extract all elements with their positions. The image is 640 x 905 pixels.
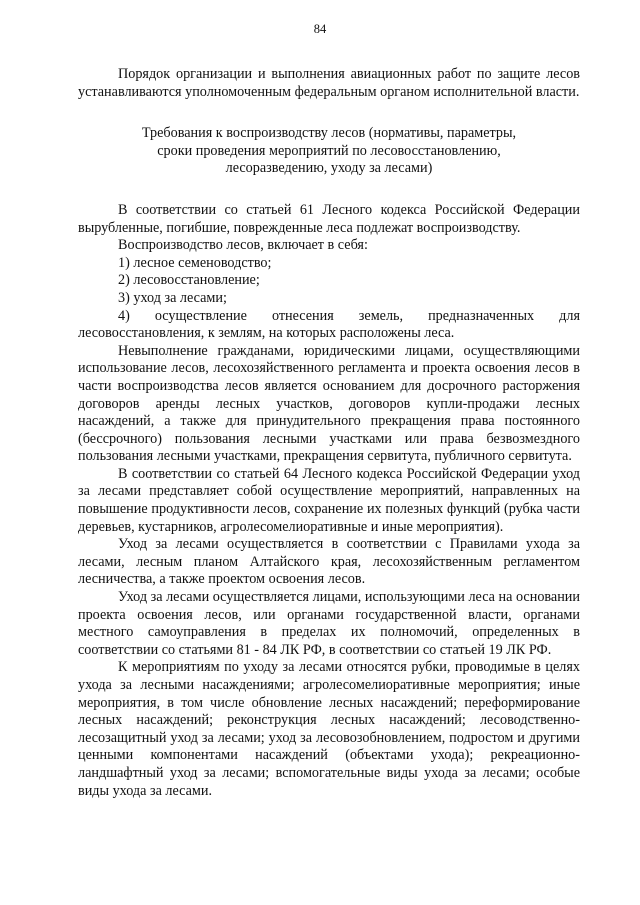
heading-line-3: лесоразведению, уходу за лесами) (225, 160, 433, 177)
heading-line-1: Требования к воспроизводству лесов (нормативы, параметры, (141, 125, 517, 142)
intro-paragraph: Порядок организации и выполнения авиационных работ по защите лесов устанавливаются уполномоченным федеральным органом исполнительной власти. (78, 66, 580, 100)
paragraph-care-measures: К мероприятиям по уходу за лесами относятся рубки, проводимые в целях ухода за лесными насаждениями; агролесомелиоративные мероприятия; иные мероприятия, в том числе обновление лесных насаждений; переформирование лесных насаждений; реконструкция лесных насаждений; лесоводственно-лесозащитный уход за лесами; уход за лесовозобновлением, подростом и другими ценными компонентами насаждений (объектами ухода); рекреационно-ландшафтный уход за лесами; вспомогательные виды ухода за лесами; особые виды ухода за лесами. (78, 659, 580, 799)
paragraph-reproduction-includes: Воспроизводство лесов, включает в себя: (118, 237, 368, 254)
section-heading (78, 125, 580, 178)
paragraph-care-performers: Уход за лесами осуществляется лицами, использующими леса на основании проекта освоения лесов, или органами государственной власти, органами местного самоуправления в пределах их полномочий, определенных в соответствии со статьями 81 - 84 ЛК РФ, в соответствии со статьей 19 ЛК РФ. (78, 589, 580, 658)
heading-line-2: сроки проведения мероприятий по лесовосстановлению, (157, 142, 501, 159)
paragraph-article-64: В соответствии со статьей 64 Лесного кодекса Российской Федерации уход за лесами представляет собой осуществление мероприятий, направленных на повышение продуктивности лесов, сохранение их полезных функций (рубка части деревьев, кустарников, агролесомелиоративные и иные мероприятия). (78, 465, 580, 535)
page-number: 84 (313, 22, 327, 36)
list-item: 2) лесовосстановление; (118, 272, 260, 289)
list-item-4: 4) осуществление отнесения земель, предназначенных для лесовосстановления, к землям, на которых расположены леса. (78, 307, 580, 342)
list-item: 1) лесное семеноводство; (118, 254, 272, 271)
document-body (78, 66, 580, 800)
list-item: 3) уход за лесами; (118, 289, 227, 306)
paragraph-non-compliance: Невыполнение гражданами, юридическими лицами, осуществляющими использование лесов, лесохозяйственного регламента и проекта освоения лесов в части воспроизводства лесов является основанием для досрочного расторжения договоров аренды лесных участков, договоров купли-продажи лесных насаждений, а также для принудительного прекращения права постоянного (бессрочного) пользования лесными участками или права безвозмездного пользования лесными участками, прекращения сервитута, публичного сервитута. (78, 342, 580, 465)
paragraph-care-rules: Уход за лесами осуществляется в соответствии с Правилами ухода за лесами, лесным планом Алтайского края, лесохозяйственным регламентом лесничества, а также проектом освоения лесов. (78, 536, 580, 588)
paragraph-article-61: В соответствии со статьей 61 Лесного кодекса Российской Федерации вырубленные, погибшие, поврежденные леса подлежат воспроизводству. (78, 201, 580, 236)
